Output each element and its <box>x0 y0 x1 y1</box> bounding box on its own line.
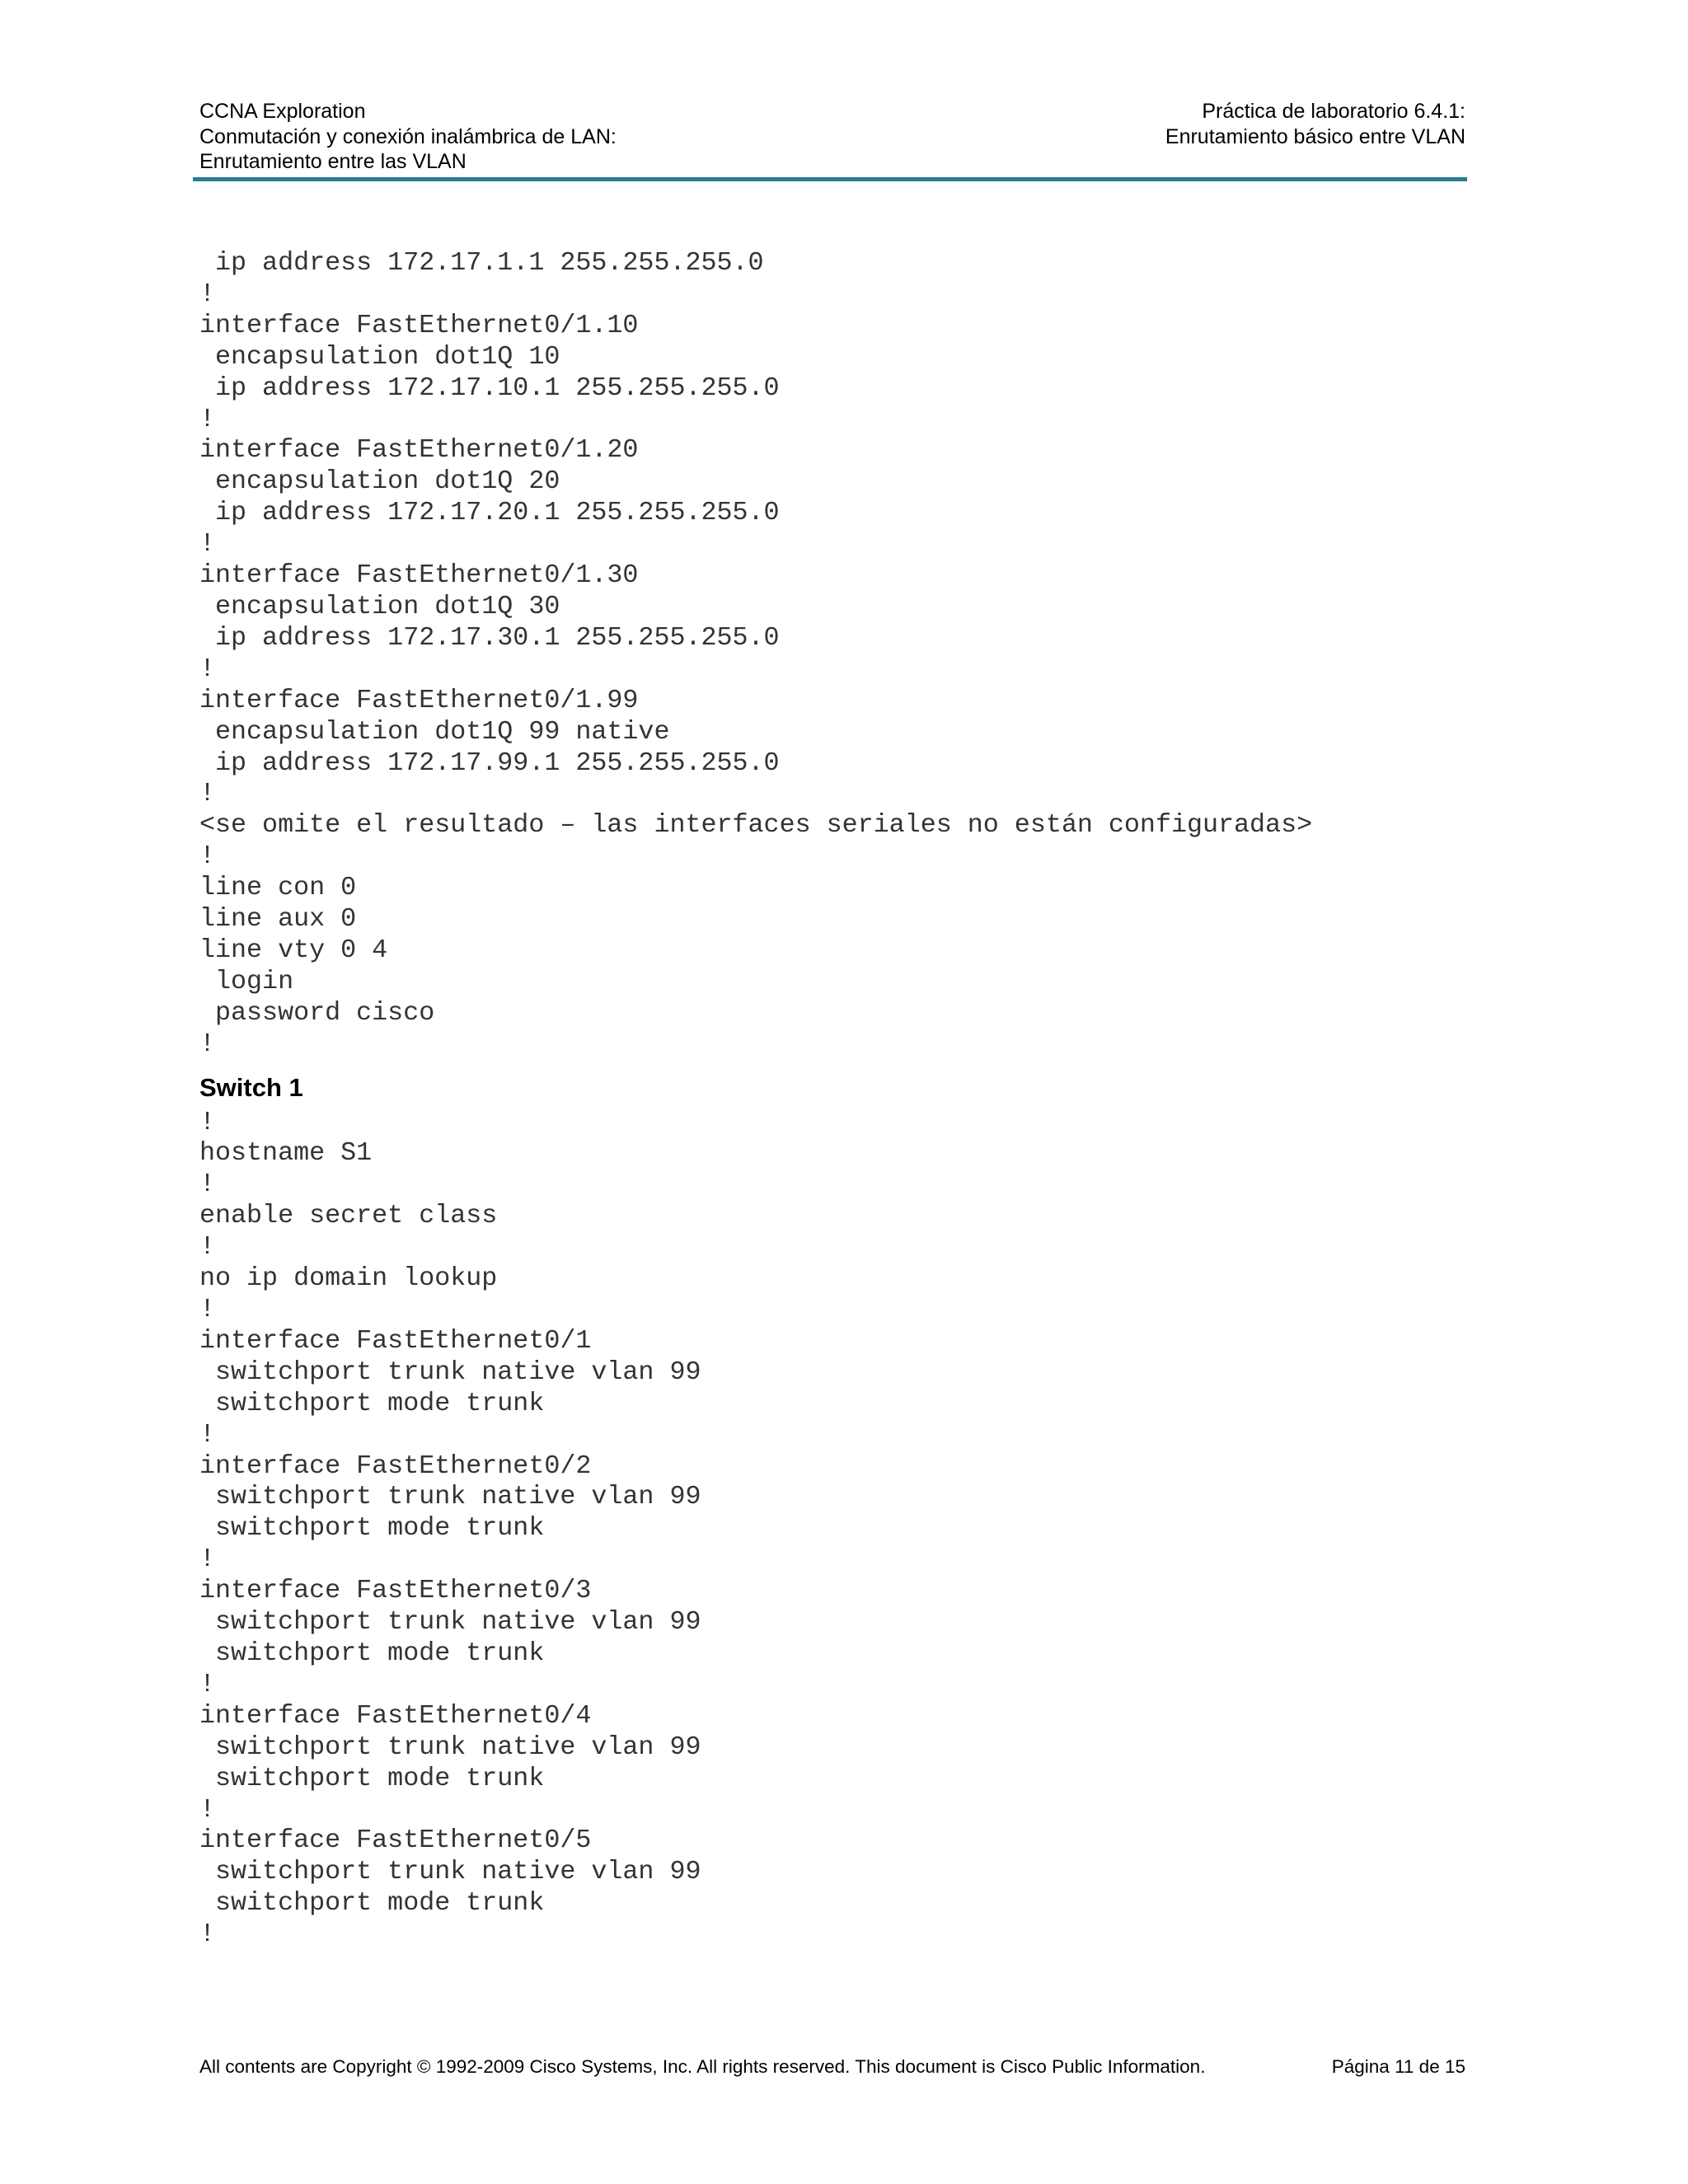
switch-section-title: Switch 1 <box>199 1072 303 1102</box>
header-lab-info <box>1165 99 1465 149</box>
footer-copyright: All contents are Copyright © 1992-2009 Cisco Systems, Inc. All rights reserved. This document is Cisco Public Information. <box>199 2056 1206 2077</box>
header-lab-number: Práctica de laboratorio 6.4.1: <box>1202 100 1465 123</box>
switch-config-listing: ! hostname S1 ! enable secret class ! no ip domain lookup ! interface FastEthernet0/1 switchport trunk native vlan 99 switchport mode trunk ! interface FastEthernet0/2 switchport trunk native vlan 99 switchport mode trunk ! interface FastEthernet0/3 switchport trunk native vlan 99 switchport mode trunk ! interface FastEthernet0/4 switchport trunk native vlan 99 switchport mode trunk ! interface FastEthernet0/5 switchport trunk native vlan 99 switchport mode trunk ! <box>199 1107 701 1950</box>
header-lab-title: Enrutamiento básico entre VLAN <box>1165 124 1465 148</box>
page-footer <box>199 2053 1465 2081</box>
header-course-title: CCNA Exploration <box>199 100 366 123</box>
page-header <box>199 99 1465 181</box>
header-course-info <box>199 99 617 175</box>
footer-page-number: Página 11 de 15 <box>1331 2056 1465 2077</box>
header-divider <box>193 177 1467 181</box>
router-config-listing: ip address 172.17.1.1 255.255.255.0 ! interface FastEthernet0/1.10 encapsulation dot1Q 10 ip address 172.17.10.1 255.255.255.0 ! interface FastEthernet0/1.20 encapsulation dot1Q 20 ip address 172.17.20.1 255.255.255.0 ! interface FastEthernet0/1.30 encapsulation dot1Q 30 ip address 172.17.30.1 255.255.255.0 ! interface FastEthernet0/1.99 encapsulation dot1Q 99 native ip address 172.17.99.1 255.255.255.0 ! <se omite el resultado – las interfaces seriales no están configuradas> ! line con 0 line aux 0 line vty 0 4 login password cisco ! <box>199 248 1313 1059</box>
header-chapter: Enrutamiento entre las VLAN <box>199 150 467 173</box>
header-course-subtitle: Conmutación y conexión inalámbrica de LAN: <box>199 124 617 148</box>
page-body <box>199 248 1485 1951</box>
